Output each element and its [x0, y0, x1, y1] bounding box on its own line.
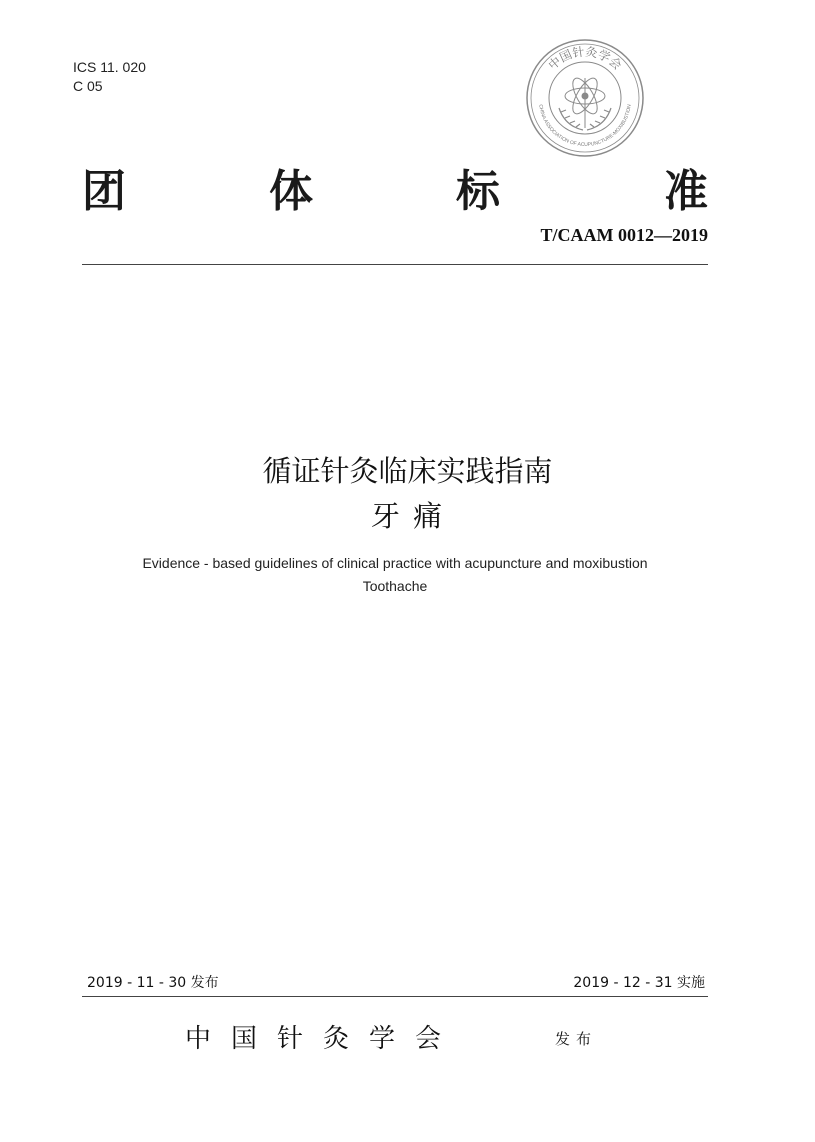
publish-label: 发布: [555, 1030, 598, 1048]
publish-date: 2019 - 11 - 30 发布: [87, 975, 219, 991]
top-divider: [82, 264, 708, 265]
atom-emblem-icon: [565, 75, 605, 128]
standard-type-char: 体: [269, 166, 313, 217]
standard-type-char: 团: [82, 166, 126, 217]
document-subtitle-en: Toothache: [362, 578, 428, 594]
seal-text-cn: 中国针灸学会: [545, 44, 625, 73]
document-title-cn: 循证针灸临床实践指南: [262, 454, 553, 488]
standard-code: T/CAAM 0012—2019: [540, 225, 708, 245]
bottom-divider: [82, 996, 708, 997]
document-title-en: Evidence - based guidelines of clinical practice with acupuncture and moxibustion: [142, 555, 648, 571]
implementation-date: 2019 - 12 - 31 实施: [573, 975, 705, 991]
standard-type-heading: [82, 166, 708, 218]
document-subtitle-cn: 牙 痛: [370, 499, 445, 533]
standard-type-char: 标: [456, 166, 500, 217]
ccs-code: C 05: [73, 78, 103, 94]
standard-type-char: 准: [664, 166, 708, 217]
association-seal: [525, 38, 645, 158]
seal-text-en: CHINA ASSOCIATION OF ACUPUNCTURE-MOXIBUSTION: [537, 104, 633, 149]
ics-code: ICS 11. 020: [73, 59, 146, 75]
publisher-name: 中国针灸学会: [185, 1024, 462, 1054]
classification-codes: [73, 58, 146, 96]
